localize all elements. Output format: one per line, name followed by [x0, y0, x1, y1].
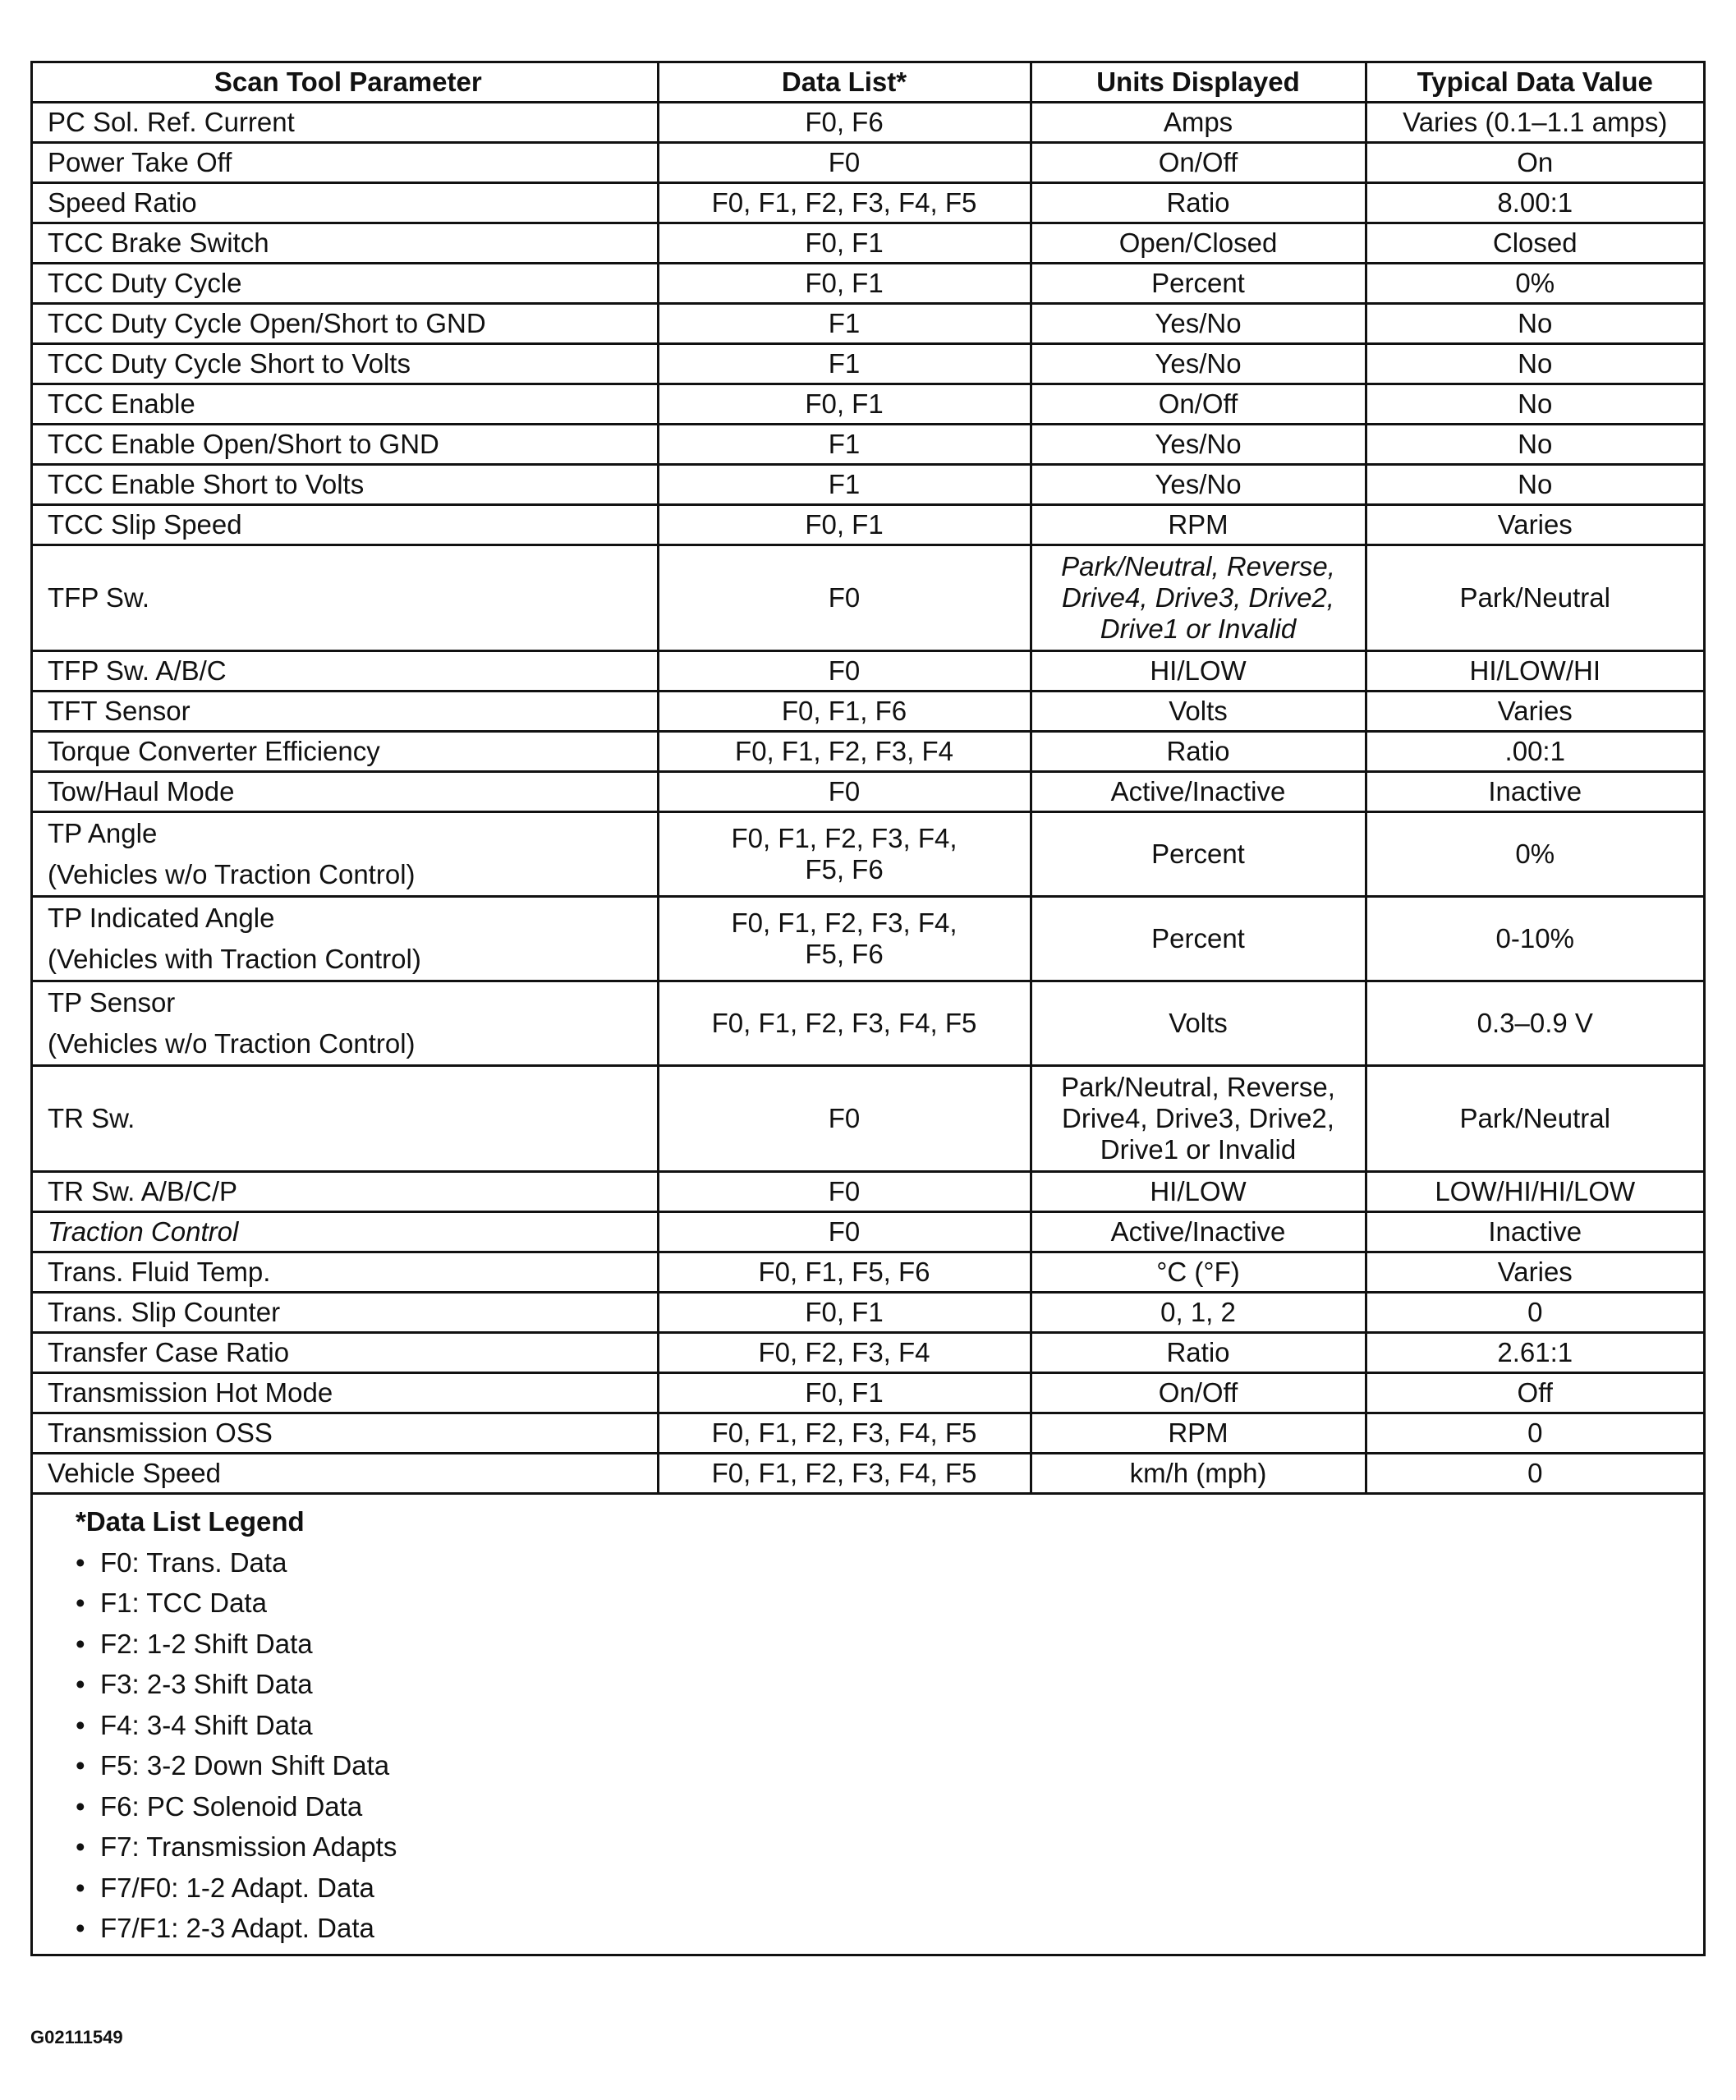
- table-row: [33, 465, 1703, 505]
- cell-parameter: [33, 505, 658, 545]
- cell-parameter-line: Transmission Hot Mode: [48, 1377, 333, 1408]
- cell-units: [1031, 1066, 1366, 1172]
- cell-parameter-line: TFP Sw. A/B/C: [48, 655, 227, 686]
- cell-typical-value: 8.00:1: [1366, 183, 1703, 223]
- legend-item: [76, 1827, 1703, 1868]
- cell-parameter: [33, 1333, 658, 1373]
- cell-units-line: Percent: [1151, 923, 1245, 954]
- cell-units-line: Yes/No: [1155, 429, 1242, 459]
- cell-units-line: Percent: [1151, 268, 1245, 298]
- table-row: [33, 651, 1703, 692]
- cell-units: [1031, 1373, 1366, 1413]
- cell-data-list: [658, 651, 1031, 692]
- cell-typical-value: On: [1366, 143, 1703, 183]
- cell-units: [1031, 384, 1366, 425]
- cell-parameter-line: Trans. Slip Counter: [48, 1297, 281, 1327]
- legend-item: [76, 1664, 1703, 1705]
- cell-data-list-line: F1: [828, 348, 861, 379]
- cell-typical-value: No: [1366, 384, 1703, 425]
- table-row: [33, 264, 1703, 304]
- cell-typical-value: 2.61:1: [1366, 1333, 1703, 1373]
- cell-units: [1031, 505, 1366, 545]
- cell-typical-value: No: [1366, 304, 1703, 344]
- cell-data-list: [658, 1413, 1031, 1454]
- cell-parameter-line: Transmission OSS: [48, 1418, 273, 1448]
- cell-parameter: [33, 1373, 658, 1413]
- cell-parameter: [33, 143, 658, 183]
- cell-typical-value: Off: [1366, 1373, 1703, 1413]
- bullet-icon: •: [76, 1831, 85, 1862]
- cell-units-line: Percent: [1151, 839, 1245, 869]
- cell-units: [1031, 1172, 1366, 1212]
- cell-units-line: Ratio: [1166, 1337, 1230, 1367]
- cell-units-line: Ratio: [1166, 736, 1230, 766]
- cell-parameter: [33, 772, 658, 812]
- cell-parameter-line: TFP Sw.: [48, 582, 150, 613]
- legend-item-text: F3: 2-3 Shift Data: [100, 1669, 313, 1699]
- cell-parameter: [33, 732, 658, 772]
- cell-units-line: °C (°F): [1156, 1257, 1240, 1287]
- cell-parameter-line: TFT Sensor: [48, 696, 191, 726]
- cell-data-list: [658, 505, 1031, 545]
- cell-parameter-line: PC Sol. Ref. Current: [48, 107, 295, 137]
- cell-units-line: km/h (mph): [1129, 1458, 1267, 1488]
- table-row: [33, 981, 1703, 1066]
- cell-parameter: [33, 183, 658, 223]
- cell-data-list: [658, 1252, 1031, 1293]
- cell-data-list: [658, 772, 1031, 812]
- cell-data-list: [658, 425, 1031, 465]
- legend-item-text: F2: 1-2 Shift Data: [100, 1628, 313, 1659]
- table-body: [33, 103, 1703, 1494]
- table-row: [33, 1333, 1703, 1373]
- cell-parameter: [33, 897, 658, 981]
- legend-item-text: F6: PC Solenoid Data: [100, 1790, 363, 1822]
- cell-data-list: [658, 223, 1031, 264]
- cell-parameter: [33, 344, 658, 384]
- cell-units: [1031, 981, 1366, 1066]
- header-units-displayed: Units Displayed: [1031, 63, 1366, 103]
- cell-parameter: [33, 812, 658, 897]
- cell-parameter-line: Torque Converter Efficiency: [48, 736, 380, 766]
- table-row: [33, 505, 1703, 545]
- table-row: [33, 1252, 1703, 1293]
- cell-parameter: [33, 1212, 658, 1252]
- table-row: [33, 812, 1703, 897]
- cell-data-list: [658, 545, 1031, 651]
- cell-typical-value: Closed: [1366, 223, 1703, 264]
- cell-units-line: On/Off: [1158, 388, 1238, 419]
- cell-data-list-line: F0, F2, F3, F4: [758, 1337, 930, 1367]
- cell-parameter-line: (Vehicles w/o Traction Control): [48, 1028, 416, 1059]
- cell-typical-value: 0.3–0.9 V: [1366, 981, 1703, 1066]
- scan-tool-data-sheet: [30, 61, 1706, 1956]
- bullet-icon: •: [76, 1872, 85, 1903]
- cell-parameter-line: TCC Enable Open/Short to GND: [48, 429, 439, 459]
- legend-item: [76, 1908, 1703, 1949]
- cell-typical-value: .00:1: [1366, 732, 1703, 772]
- cell-data-list: [658, 897, 1031, 981]
- cell-typical-value: Varies: [1366, 505, 1703, 545]
- cell-parameter: [33, 384, 658, 425]
- cell-typical-value: LOW/HI/HI/LOW: [1366, 1172, 1703, 1212]
- cell-data-list-line: F0, F1: [805, 388, 884, 419]
- cell-units-line: Yes/No: [1155, 348, 1242, 379]
- cell-parameter: [33, 1454, 658, 1494]
- cell-units-line: Amps: [1163, 107, 1233, 137]
- cell-parameter-line: Trans. Fluid Temp.: [48, 1257, 271, 1287]
- legend-item-text: F5: 3-2 Down Shift Data: [100, 1750, 390, 1781]
- cell-units: [1031, 143, 1366, 183]
- cell-parameter-line: TCC Slip Speed: [48, 509, 242, 540]
- cell-units-line: Active/Inactive: [1110, 1216, 1286, 1247]
- legend-item: [76, 1583, 1703, 1624]
- cell-units: [1031, 897, 1366, 981]
- cell-data-list-line: F0, F1, F6: [781, 696, 907, 726]
- cell-parameter: [33, 465, 658, 505]
- cell-parameter: [33, 1413, 658, 1454]
- cell-typical-value: Park/Neutral: [1366, 545, 1703, 651]
- cell-data-list-line: F0, F1: [805, 1377, 884, 1408]
- cell-data-list-line: F0, F1, F2, F3, F4: [735, 736, 953, 766]
- legend-item: [76, 1705, 1703, 1746]
- table-row: [33, 897, 1703, 981]
- cell-data-list-line: F0, F1, F5, F6: [758, 1257, 930, 1287]
- cell-parameter-line: (Vehicles with Traction Control): [48, 944, 421, 974]
- cell-data-list: [658, 981, 1031, 1066]
- cell-parameter-line: Traction Control: [48, 1216, 239, 1247]
- legend-title: *Data List Legend: [76, 1506, 305, 1537]
- cell-units: [1031, 812, 1366, 897]
- cell-data-list: [658, 183, 1031, 223]
- cell-units-line: HI/LOW: [1150, 1176, 1247, 1206]
- cell-units: [1031, 1333, 1366, 1373]
- cell-data-list-line: F0: [828, 1216, 861, 1247]
- cell-typical-value: 0: [1366, 1454, 1703, 1494]
- cell-units: [1031, 692, 1366, 732]
- table-row: [33, 692, 1703, 732]
- cell-parameter-line: TCC Brake Switch: [48, 227, 269, 258]
- header-scan-tool-parameter: Scan Tool Parameter: [33, 63, 658, 103]
- cell-parameter-line: Vehicle Speed: [48, 1458, 222, 1488]
- table-row: [33, 425, 1703, 465]
- table-row: [33, 384, 1703, 425]
- legend-item-text: F4: 3-4 Shift Data: [100, 1709, 313, 1740]
- cell-data-list: [658, 692, 1031, 732]
- cell-units-line: 0, 1, 2: [1160, 1297, 1236, 1327]
- cell-parameter: [33, 304, 658, 344]
- cell-units-line: Drive1 or Invalid: [1100, 1134, 1297, 1165]
- cell-units: [1031, 651, 1366, 692]
- legend-item: [76, 1786, 1703, 1827]
- cell-data-list-line: F1: [828, 469, 861, 499]
- cell-units-line: On/Off: [1158, 1377, 1238, 1408]
- cell-data-list-line: F0, F1, F2, F3, F4,: [731, 823, 958, 853]
- cell-units: [1031, 304, 1366, 344]
- cell-parameter: [33, 1066, 658, 1172]
- table-row: [33, 1172, 1703, 1212]
- legend-item-text: F0: Trans. Data: [100, 1546, 287, 1578]
- bullet-icon: •: [76, 1546, 85, 1578]
- cell-data-list-line: F0, F1: [805, 268, 884, 298]
- cell-units-line: RPM: [1168, 509, 1229, 540]
- cell-parameter-line: TCC Duty Cycle Open/Short to GND: [48, 308, 486, 338]
- table-row: [33, 545, 1703, 651]
- header-typical-data-value: Typical Data Value: [1366, 63, 1703, 103]
- table-row: [33, 732, 1703, 772]
- cell-data-list-line: F0, F1, F2, F3, F4, F5: [711, 1008, 977, 1038]
- cell-parameter: [33, 103, 658, 143]
- cell-units-line: Open/Closed: [1118, 227, 1278, 258]
- table-row: [33, 1066, 1703, 1172]
- cell-typical-value: No: [1366, 344, 1703, 384]
- cell-data-list-line: F0, F1: [805, 509, 884, 540]
- legend-item: [76, 1624, 1703, 1665]
- cell-data-list-line: F0, F1, F2, F3, F4,: [731, 908, 958, 938]
- cell-units-line: On/Off: [1158, 147, 1238, 177]
- cell-data-list-line: F0, F1: [805, 1297, 884, 1327]
- cell-parameter-line: TR Sw.: [48, 1103, 135, 1133]
- cell-units: [1031, 1252, 1366, 1293]
- cell-data-list-line: F5, F6: [805, 939, 884, 969]
- bullet-icon: •: [76, 1750, 85, 1781]
- cell-data-list-line: F0: [828, 147, 861, 177]
- cell-units-line: Active/Inactive: [1110, 776, 1286, 806]
- cell-parameter-line: Speed Ratio: [48, 187, 197, 218]
- cell-typical-value: Park/Neutral: [1366, 1066, 1703, 1172]
- cell-parameter: [33, 223, 658, 264]
- cell-units-line: Volts: [1169, 1008, 1228, 1038]
- legend-item: [76, 1745, 1703, 1786]
- cell-typical-value: Varies: [1366, 692, 1703, 732]
- table-row: [33, 344, 1703, 384]
- legend-item-text: F1: TCC Data: [100, 1588, 267, 1618]
- cell-parameter: [33, 425, 658, 465]
- cell-units-line: Volts: [1169, 696, 1228, 726]
- cell-parameter: [33, 692, 658, 732]
- cell-units: [1031, 264, 1366, 304]
- cell-data-list-line: F0: [828, 655, 861, 686]
- cell-parameter-line: Tow/Haul Mode: [48, 776, 235, 806]
- legend-item: [76, 1868, 1703, 1909]
- cell-units: [1031, 1454, 1366, 1494]
- cell-data-list-line: F0: [828, 776, 861, 806]
- cell-units-line: Yes/No: [1155, 469, 1242, 499]
- bullet-icon: •: [76, 1628, 85, 1659]
- cell-data-list: [658, 812, 1031, 897]
- cell-data-list-line: F0, F1, F2, F3, F4, F5: [711, 1418, 977, 1448]
- table-row: [33, 103, 1703, 143]
- cell-units-line: Drive4, Drive3, Drive2,: [1062, 1103, 1334, 1133]
- bullet-icon: •: [76, 1913, 85, 1943]
- table-row: [33, 772, 1703, 812]
- cell-data-list-line: F1: [828, 308, 861, 338]
- cell-data-list-line: F1: [828, 429, 861, 459]
- cell-units-line: Park/Neutral, Reverse,: [1061, 1072, 1335, 1102]
- cell-units: [1031, 465, 1366, 505]
- cell-units-line: HI/LOW: [1150, 655, 1247, 686]
- cell-units-line: Drive1 or Invalid: [1100, 613, 1297, 644]
- cell-units: [1031, 545, 1366, 651]
- cell-data-list-line: F0: [828, 582, 861, 613]
- cell-typical-value: HI/LOW/HI: [1366, 651, 1703, 692]
- cell-parameter: [33, 545, 658, 651]
- cell-parameter-line: TCC Duty Cycle: [48, 268, 242, 298]
- cell-parameter-line: TR Sw. A/B/C/P: [48, 1176, 238, 1206]
- cell-parameter: [33, 1293, 658, 1333]
- cell-parameter: [33, 264, 658, 304]
- cell-units: [1031, 732, 1366, 772]
- cell-data-list-line: F0, F1, F2, F3, F4, F5: [711, 1458, 977, 1488]
- table-header-row: [33, 63, 1703, 103]
- cell-parameter: [33, 1172, 658, 1212]
- cell-parameter-line: Transfer Case Ratio: [48, 1337, 290, 1367]
- cell-parameter-line: TCC Enable Short to Volts: [48, 469, 365, 499]
- legend-list: [76, 1542, 1703, 1949]
- cell-data-list-line: F0: [828, 1176, 861, 1206]
- cell-units: [1031, 425, 1366, 465]
- cell-typical-value: 0: [1366, 1413, 1703, 1454]
- scan-tool-parameter-table: [33, 63, 1703, 1495]
- cell-parameter-line: (Vehicles w/o Traction Control): [48, 859, 416, 889]
- cell-typical-value: No: [1366, 425, 1703, 465]
- cell-typical-value: Inactive: [1366, 1212, 1703, 1252]
- cell-typical-value: Varies: [1366, 1252, 1703, 1293]
- table-row: [33, 183, 1703, 223]
- cell-units: [1031, 223, 1366, 264]
- cell-data-list: [658, 1373, 1031, 1413]
- cell-data-list-line: F0, F1, F2, F3, F4, F5: [711, 187, 977, 218]
- cell-units-line: RPM: [1168, 1418, 1229, 1448]
- cell-parameter: [33, 1252, 658, 1293]
- cell-data-list-line: F0, F6: [805, 107, 884, 137]
- cell-data-list: [658, 1172, 1031, 1212]
- cell-units: [1031, 183, 1366, 223]
- cell-data-list-line: F0: [828, 1103, 861, 1133]
- bullet-icon: •: [76, 1790, 85, 1822]
- bullet-icon: •: [76, 1588, 85, 1618]
- cell-data-list-line: F5, F6: [805, 854, 884, 885]
- cell-data-list: [658, 103, 1031, 143]
- bullet-icon: •: [76, 1669, 85, 1699]
- cell-data-list: [658, 1066, 1031, 1172]
- cell-data-list: [658, 384, 1031, 425]
- table-row: [33, 223, 1703, 264]
- cell-units: [1031, 1293, 1366, 1333]
- table-row: [33, 1413, 1703, 1454]
- cell-data-list: [658, 1212, 1031, 1252]
- cell-parameter-line: TCC Enable: [48, 388, 195, 419]
- cell-data-list: [658, 732, 1031, 772]
- cell-data-list: [658, 143, 1031, 183]
- data-list-legend: [33, 1495, 1703, 1954]
- cell-parameter-line: TP Indicated Angle: [48, 903, 275, 933]
- cell-typical-value: No: [1366, 465, 1703, 505]
- cell-units: [1031, 344, 1366, 384]
- cell-units-line: Yes/No: [1155, 308, 1242, 338]
- cell-units-line: Park/Neutral, Reverse,: [1061, 551, 1335, 581]
- cell-parameter: [33, 981, 658, 1066]
- cell-typical-value: Inactive: [1366, 772, 1703, 812]
- table-row: [33, 143, 1703, 183]
- table-row: [33, 304, 1703, 344]
- cell-units: [1031, 1212, 1366, 1252]
- cell-data-list: [658, 1333, 1031, 1373]
- cell-units: [1031, 772, 1366, 812]
- cell-data-list: [658, 344, 1031, 384]
- bullet-icon: •: [76, 1709, 85, 1740]
- table-row: [33, 1373, 1703, 1413]
- cell-typical-value: 0%: [1366, 264, 1703, 304]
- table-row: [33, 1212, 1703, 1252]
- cell-units-line: Drive4, Drive3, Drive2,: [1062, 582, 1334, 613]
- cell-parameter-line: TCC Duty Cycle Short to Volts: [48, 348, 411, 379]
- cell-units: [1031, 103, 1366, 143]
- figure-id: G02111549: [30, 2027, 123, 2047]
- cell-units-line: Ratio: [1166, 187, 1230, 218]
- table-row: [33, 1454, 1703, 1494]
- cell-data-list: [658, 304, 1031, 344]
- legend-item-text: F7/F0: 1-2 Adapt. Data: [100, 1872, 374, 1903]
- cell-data-list: [658, 264, 1031, 304]
- cell-data-list: [658, 1454, 1031, 1494]
- cell-units: [1031, 1413, 1366, 1454]
- cell-typical-value: 0%: [1366, 812, 1703, 897]
- table-row: [33, 1293, 1703, 1333]
- legend-item-text: F7: Transmission Adapts: [100, 1831, 397, 1862]
- legend-item-text: F7/F1: 2-3 Adapt. Data: [100, 1913, 374, 1943]
- cell-parameter-line: Power Take Off: [48, 147, 232, 177]
- cell-data-list: [658, 465, 1031, 505]
- cell-data-list: [658, 1293, 1031, 1333]
- cell-parameter-line: TP Angle: [48, 818, 158, 848]
- legend-item: [76, 1542, 1703, 1583]
- cell-typical-value: Varies (0.1–1.1 amps): [1366, 103, 1703, 143]
- header-data-list: Data List*: [658, 63, 1031, 103]
- cell-parameter-line: TP Sensor: [48, 987, 176, 1018]
- cell-typical-value: 0-10%: [1366, 897, 1703, 981]
- cell-typical-value: 0: [1366, 1293, 1703, 1333]
- cell-data-list-line: F0, F1: [805, 227, 884, 258]
- cell-parameter: [33, 651, 658, 692]
